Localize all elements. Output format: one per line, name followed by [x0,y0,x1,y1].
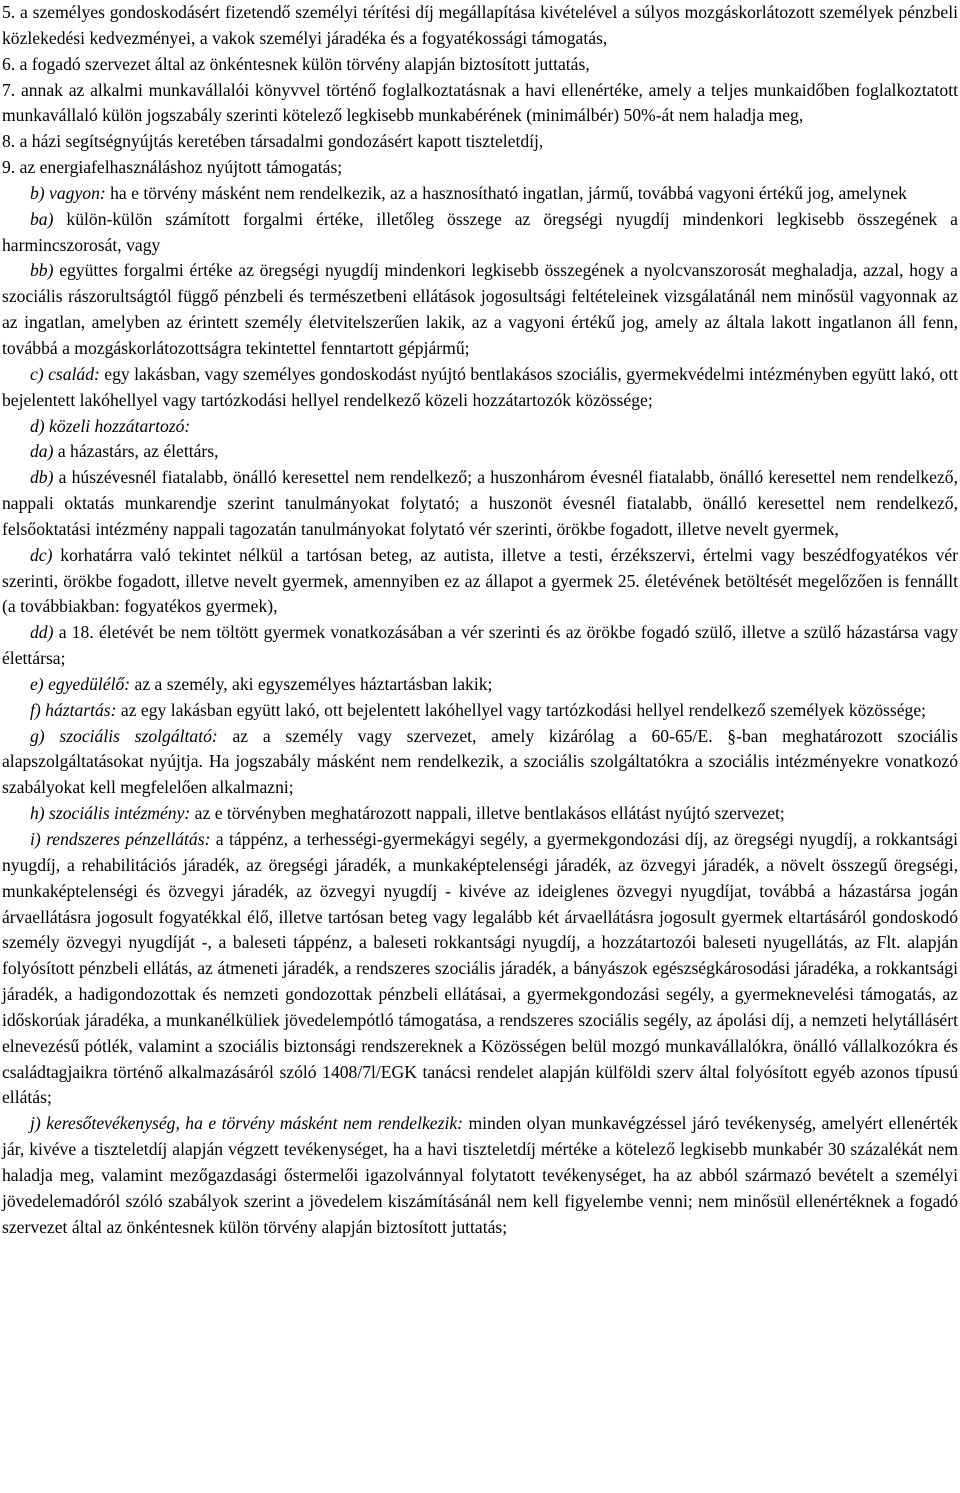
paragraph-text: 9. az energiafelhasználáshoz nyújtott támogatás; [2,157,343,178]
paragraph-def-j [2,1111,958,1240]
definition-term: j) keresőtevékenység, ha e törvény másként nem rendelkezik: [30,1113,464,1134]
definition-term: d) közeli hozzátartozó: [30,415,191,436]
paragraph-def-e [2,672,958,698]
paragraph-item-6 [2,52,958,78]
paragraph-def-db [2,465,958,543]
paragraph-def-bb [2,258,958,361]
definition-term: dc) [30,544,53,565]
paragraph-text: az egy lakásban együtt lakó, ott bejelentett lakóhellyel vagy tartózkodási hellyel rendelkező személyek közössége; [116,699,927,720]
paragraph-text: az e törvényben meghatározott nappali, illetve bentlakásos ellátást nyújtó szervezet; [190,803,785,824]
definition-term: da) [30,441,54,462]
definition-term: f) háztartás: [30,699,117,720]
paragraph-def-dd [2,620,958,672]
definition-term: bb) [30,260,54,281]
definition-term: b) vagyon: [30,182,106,203]
paragraph-text: az a személy, aki egyszemélyes háztartásban lakik; [130,673,493,694]
paragraph-text: 7. annak az alkalmi munkavállalói könyvvel történő foglalkoztatásnak a havi ellenértéke, amely a teljes munkaidőben foglalkoztatott munkavállaló külön jogszabály szerinti kötelező legkisebb munkabérének (minimálbér) 50%-át nem haladja meg, [2,79,958,126]
paragraph-def-dc [2,543,958,621]
paragraph-item-9 [2,155,958,181]
definition-term: db) [30,467,54,488]
paragraph-text: ha e törvény másként nem rendelkezik, az a hasznosítható ingatlan, jármű, továbbá vagyoni értékű jog, amelynek [105,182,907,203]
paragraph-def-g [2,724,958,802]
paragraph-def-i [2,827,958,1111]
paragraph-text: 6. a fogadó szervezet által az önkéntesnek külön törvény alapján biztosított juttatás, [2,53,590,74]
paragraph-text: egy lakásban, vagy személyes gondoskodást nyújtó bentlakásos szociális, gyermekvédelmi intézményben együtt lakó, ott bejelentett lakóhellyel vagy tartózkodási hellyel rendelkező közeli hozzátartozók közössége; [2,363,958,410]
paragraph-def-f [2,698,958,724]
paragraph-text: a házastárs, az élettárs, [53,441,219,462]
definition-term: c) család: [30,363,100,384]
definition-term: i) rendszeres pénzellátás: [30,829,211,849]
paragraph-def-ba [2,207,958,259]
paragraph-def-c [2,362,958,414]
paragraph-text: minden olyan munkavégzéssel járó tevékenység, amelyért ellenérték jár, kivéve a tiszteletdíj alapján végzett tevékenységet, ha a havi tiszteletdíj mértéke a kötelező legkisebb munkabér 30 százalékát nem haladja meg, valamint mezőgazdasági őstermelői igazolvánnyal folytatott tevékenységet, ha az abból származó bevételt a személyi jövedelemadóról szóló szabályok szerint a jövedelem kiszámításánál nem kell figyelembe venni; nem minősül ellenértéknek a fogadó szervezet által az önkéntesnek külön törvény alapján biztosított juttatás; [2,1113,958,1237]
definition-term: g) szociális szolgáltató: [30,725,218,746]
paragraph-text: együttes forgalmi értéke az öregségi nyugdíj mindenkori legkisebb összegének a nyolcvanszorosát meghaladja, azzal, hogy a szociális rászorultságtól függő pénzbeli és természetbeni ellátások jogosultsági feltételeinek vizsgálatánál nem minősül vagyonnak az az ingatlan, amelyben az érintett személy életvitelszerűen lakik, az a vagyoni értékű jog, amely az általa lakott ingatlanon áll fenn, továbbá a mozgáskorlátozottságra tekintettel fenntartott gépjármű; [2,260,958,358]
paragraph-text: 5. a személyes gondoskodásért fizetendő személyi térítési díj megállapítása kivételével a súlyos mozgáskorlátozott személyek pénzbeli közlekedési kedvezményei, a vakok személyi járadéka és a fogyatékossági támogatás, [2,2,958,48]
paragraph-text: az a személy vagy szervezet, amely kizárólag a 60-65/E. §-ban meghatározott szociális alapszolgáltatásokat nyújtja. Ha jogszabály másként nem rendelkezik, a szociális szolgáltatókra a szociális intézményekre vonatkozó szabályokat kell megfelelően alkalmazni; [2,725,958,798]
paragraph-def-d [2,414,958,440]
paragraph-text: a húszévesnél fiatalabb, önálló keresettel nem rendelkező; a huszonhárom évesnél fiatalabb, önálló keresettel nem rendelkező, nappali oktatás munkarendje szerint tanulmányokat folytató; a huszonöt évesnél fiatalabb, önálló keresettel nem rendelkező, felsőoktatási intézmény nappali tagozatán tanulmányokat folytató vér szerinti, örökbe fogadott, illetve nevelt gyermek, [2,467,958,539]
paragraph-item-5 [2,0,958,52]
paragraph-text: külön-külön számított forgalmi értéke, illetőleg összege az öregségi nyugdíj mindenkori legkisebb összegének a harmincszorosát, vagy [2,208,958,255]
definition-term: ba) [30,208,54,229]
definition-term: e) egyedülélő: [30,673,131,694]
paragraph-def-b [2,181,958,207]
paragraph-def-h [2,801,958,827]
paragraph-text: 8. a házi segítségnyújtás keretében társadalmi gondozásért kapott tiszteletdíj, [2,131,544,152]
definition-term: h) szociális intézmény: [30,803,191,824]
paragraph-text: a táppénz, a terhességi-gyermekágyi segély, a gyermekgondozási díj, az öregségi nyugdíj, a rokkantsági nyugdíj, a rehabilitációs járadék, az öregségi járadék, a munkaképtelenségi járadék, az özvegyi járadék, a növelt összegű öregségi, munkaképtelenségi és özvegyi járadék, az özvegyi nyugdíj - kivéve az ideiglenes özvegyi nyugdíjat, továbbá a házastársa jogán árvaellátásra jogosult fogyatékkal élő, illetve tartósan beteg vagy legalább két árvaellátásra jogosult gyermek eltartásáról gondoskodó személy özvegyi nyugdíját -, a baleseti táppénz, a baleseti rokkantsági nyugdíj, a hozzátartozói baleseti nyugellátás, az Flt. alapján folyósított pénzbeli ellátás, az átmeneti járadék, a rendszeres szociális járadék, a bányászok egészségkárosodási járadéka, a rokkantsági járadék, a hadigondozottak és nemzeti gondozottak pénzbeli ellátásai, a gyermekgondozási segély, a gyermeknevelési támogatás, az időskorúak járadéka, a munkanélküliek jövedelempótló támogatása, a rendszeres szociális segély, az ápolási díj, a nemzeti helytállásért elnevezésű pótlék, valamint a szociális biztonsági rendszereknek a Közösségen belül mozgó munkavállalókra, önálló vállalkozókra és családtagjaikra történő alkalmazásáról szóló 1408/7l/EGK tanácsi rendelet alapján külföldi szerv által folyósított egyéb azonos típusú ellátás; [2,829,958,1108]
paragraph-text: korhatárra való tekintet nélkül a tartósan beteg, az autista, illetve a testi, érzékszervi, értelmi vagy beszédfogyatékos vér szerinti, örökbe fogadott, illetve nevelt gyermek, amennyiben ez az állapot a gyermek 25. életévének betöltését megelőzően is fennállt (a továbbiakban: fogyatékos gyermek), [2,544,958,617]
paragraph-item-7 [2,78,958,130]
paragraph-text: a 18. életévét be nem töltött gyermek vonatkozásában a vér szerinti és az örökbe fogadó szülő, illetve a szülő házastársa vagy élettársa; [2,622,958,669]
definition-term: dd) [30,622,54,643]
paragraph-item-8 [2,129,958,155]
paragraph-def-da [2,439,958,465]
